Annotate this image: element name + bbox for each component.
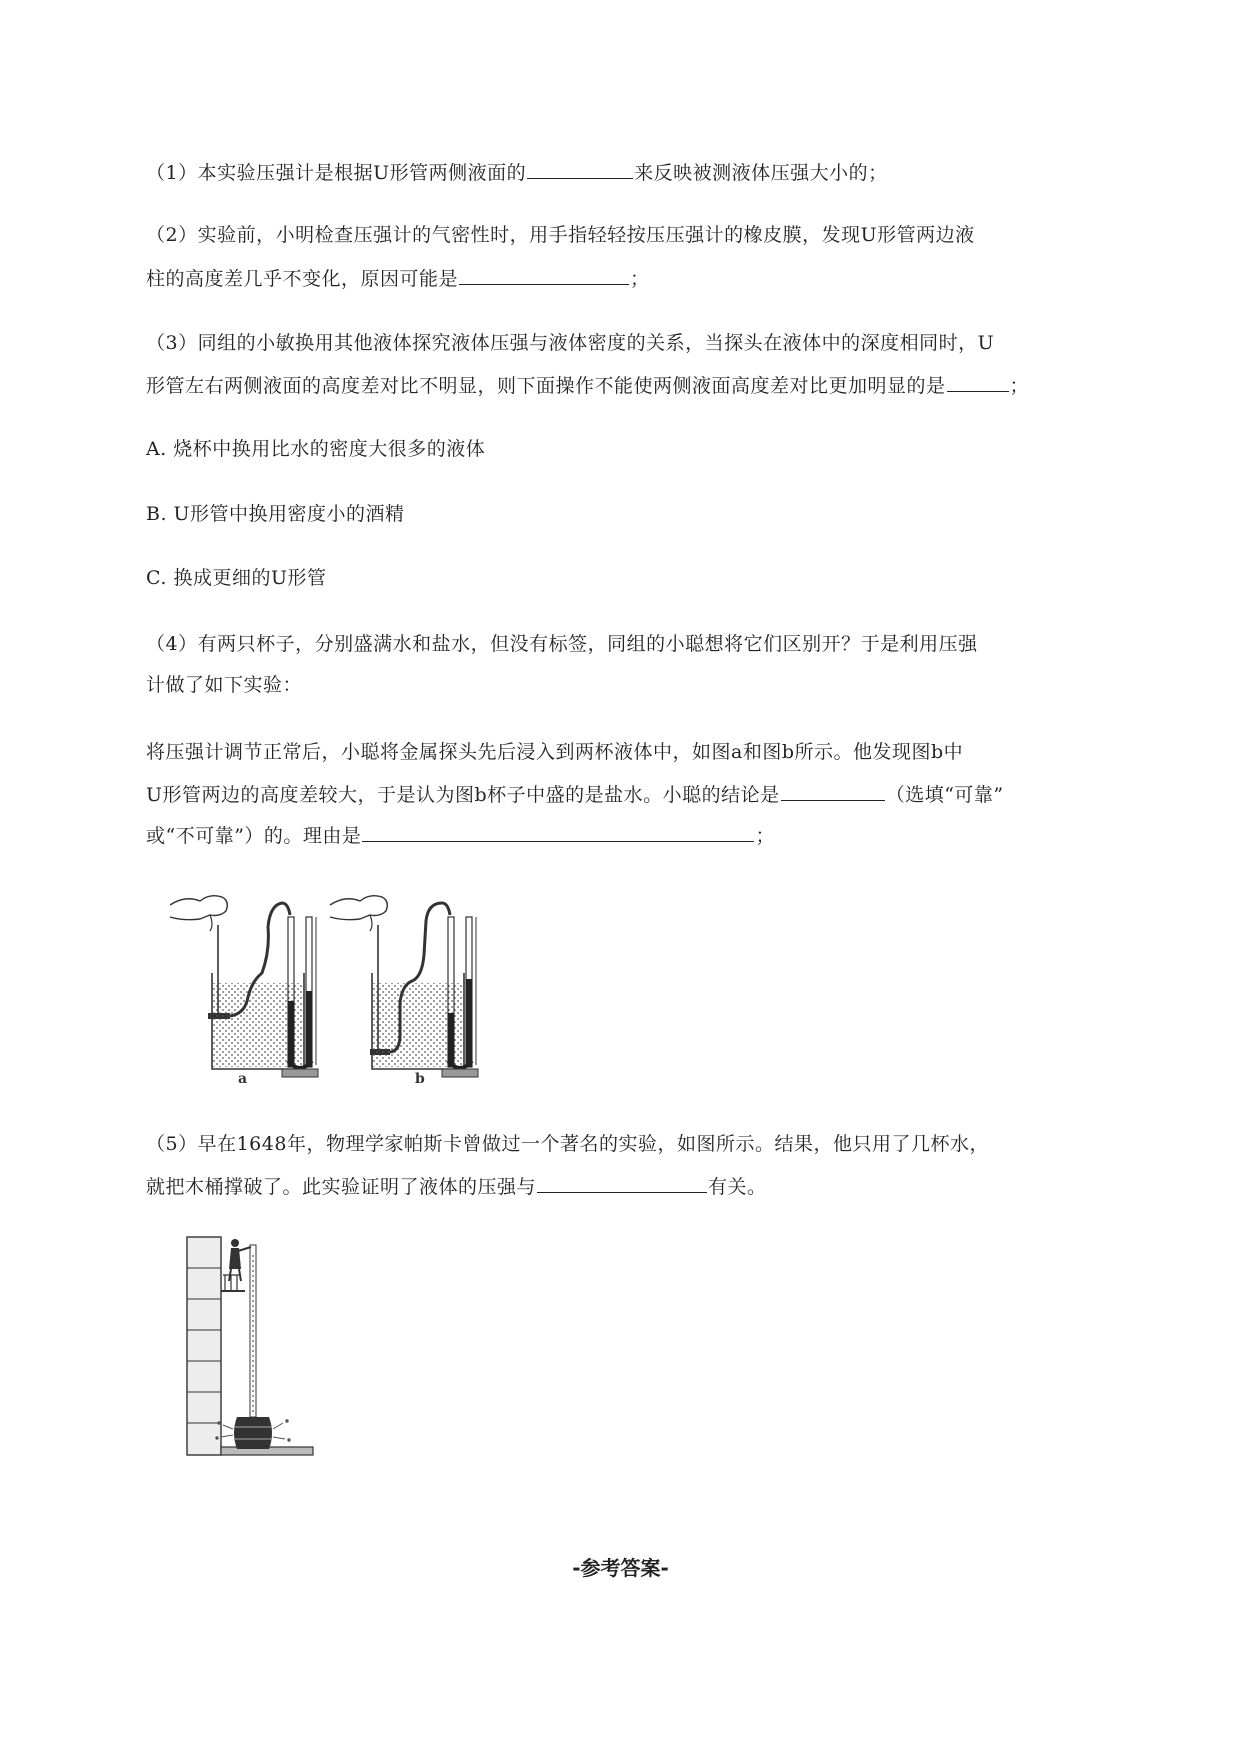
figure-label-b: b <box>415 1071 425 1085</box>
answer-heading: -参考答案- <box>572 1556 669 1580</box>
brick-wall <box>187 1237 221 1455</box>
long-tube <box>250 1245 256 1417</box>
q4-line4 <box>146 780 1004 808</box>
q4-line5 <box>146 821 775 849</box>
q1-line <box>146 158 888 186</box>
barrel <box>234 1417 272 1449</box>
setup-a <box>170 896 318 1077</box>
q1-text-before: （1）本实验压强计是根据U形管两侧液面的 <box>146 162 527 184</box>
q4-reason-blank[interactable] <box>362 821 754 842</box>
option-c: C. 换成更细的U形管 <box>146 567 327 589</box>
q2-text-after: ； <box>630 268 650 290</box>
figure-label-a: a <box>238 1071 248 1085</box>
setup-b <box>330 896 478 1077</box>
q4-reason-after: ； <box>755 825 775 847</box>
q4-line3: 将压强计调节正常后，小聪将金属探头先后浸入到两杯液体中，如图a和图b所示。他发现图b中 <box>146 741 964 763</box>
q4-text-before: U形管两边的高度差较大，于是认为图b杯子中盛的是盐水。小聪的结论是 <box>146 784 780 806</box>
q1-blank[interactable] <box>527 158 633 179</box>
option-a: A. 烧杯中换用比水的密度大很多的液体 <box>146 438 486 460</box>
q4-line1: （4）有两只杯子，分别盛满水和盐水，但没有标签，同组的小聪想将它们区别开？于是利用压强 <box>146 633 978 655</box>
q2-line2 <box>146 264 650 292</box>
q4-text-after: （选填“可靠” <box>885 784 1004 806</box>
q5-blank[interactable] <box>537 1172 707 1193</box>
q3-text-before: 形管左右两侧液面的高度差对比不明显，则下面操作不能使两侧液面高度差对比更加明显的是 <box>146 375 946 397</box>
pascal-barrel-figure <box>185 1235 315 1460</box>
q4-conclusion-blank[interactable] <box>781 780 885 801</box>
q1-text-after: 来反映被测液体压强大小的； <box>634 162 888 184</box>
q3-blank[interactable] <box>947 371 1009 392</box>
option-b: B. U形管中换用密度小的酒精 <box>146 503 405 525</box>
q3-text-after: ； <box>1009 375 1030 397</box>
q4-line2: 计做了如下实验： <box>146 674 303 696</box>
q5-text-after: 有关。 <box>708 1176 767 1198</box>
pressure-gauge-figure <box>170 885 540 1085</box>
q5-line2 <box>146 1172 767 1200</box>
q3-line2 <box>146 371 1029 399</box>
q4-reason-before: 或“不可靠”）的。理由是 <box>146 825 362 847</box>
q2-line1: （2）实验前，小明检查压强计的气密性时，用手指轻轻按压压强计的橡皮膜，发现U形管两边液 <box>146 224 975 246</box>
q2-text-before: 柱的高度差几乎不变化，原因可能是 <box>146 268 459 290</box>
q3-line1: （3）同组的小敏换用其他液体探究液体压强与液体密度的关系，当探头在液体中的深度相同时，U <box>146 332 995 354</box>
q5-text-before: 就把木桶撑破了。此实验证明了液体的压强与 <box>146 1176 537 1198</box>
q5-line1: （5）早在1648年，物理学家帕斯卡曾做过一个著名的实验，如图所示。结果，他只用了几杯水， <box>146 1133 989 1155</box>
q2-blank[interactable] <box>459 264 629 285</box>
